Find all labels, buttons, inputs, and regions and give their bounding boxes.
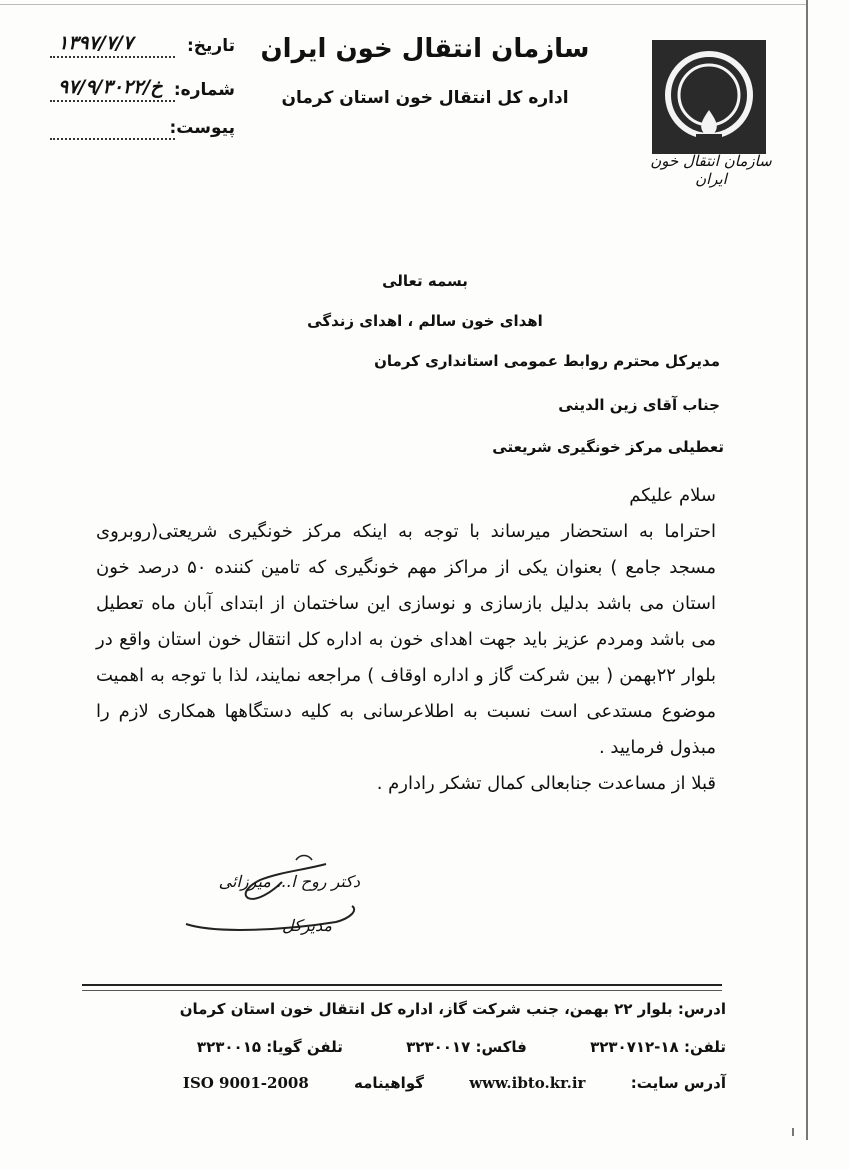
letter-body: [96, 478, 716, 802]
date-label: تاریخ:: [187, 36, 235, 56]
bismillah: بسمه تعالی: [382, 272, 468, 290]
recipient: مدیرکل محترم روابط عمومی استانداری کرمان: [374, 352, 720, 370]
footer-voice-phone: تلفن گویا: ۳۲۳۰۰۱۵: [196, 1038, 343, 1056]
footer-address: ادرس: بلوار ۲۲ بهمن، جنب شرکت گاز، اداره کل انتقال خون استان کرمان: [179, 1000, 726, 1018]
footer-divider-thin: [82, 990, 722, 992]
footer-certificate-label: گواهینامه: [354, 1074, 424, 1092]
scan-edge-top: [0, 4, 806, 5]
attachment-label: پیوست:: [169, 118, 235, 138]
footer-contacts: [139, 1038, 726, 1056]
number-label: شماره:: [173, 80, 235, 100]
date-field: [50, 32, 235, 62]
motto: اهدای خون سالم ، اهدای زندگی: [307, 312, 543, 330]
ibto-logo: [652, 40, 766, 154]
footer-certificate: ISO 9001-2008: [182, 1074, 309, 1092]
subject-line: تعطیلی مرکز خونگیری شریعتی: [492, 438, 724, 456]
attachment-dotted-line: [50, 138, 175, 140]
signatory-name: دکتر روح ا... میرزائی: [218, 872, 360, 891]
organization-subtitle: اداره کل انتقال خون استان کرمان: [281, 88, 569, 108]
honorific: جناب آقای زین الدینی: [558, 396, 720, 414]
footer-website-link[interactable]: www.ibto.kr.ir: [469, 1074, 586, 1092]
closing-line: قبلا از مساعدت جنابعالی کمال تشکر رادارم .: [376, 773, 716, 794]
number-value: خ/۹۷/۹/۳۰۲۲: [58, 76, 163, 98]
body-paragraph: احتراما به استحضار میرساند با توجه به اینکه مرکز خونگیری شریعتی(روبروی مسجد جامع ) بعنوان یکی از مراکز مهم خونگیری که تامین کننده ۵۰ درصد خون استان می باشد بدلیل بازسازی و نوسازی این ساختمان از ابتدای آبان ماه تعطیل می باشد ومردم عزیز باید جهت اهدای خون به اداره کل انتقال خون استان واقع در بلوار ۲۲بهمن ( بین شرکت گاز و اداره اوقاف ) مراجعه نمایند، لذا با توجه به اهمیت موضوع مستدعی است نسبت به اطلاعرسانی به کلیه دستگاهها همکاری لازم را مبذول فرمایید .: [96, 521, 716, 758]
scan-corner-mark: [792, 1128, 802, 1136]
footer-phone: تلفن: ۱۸-۳۲۳۰۷۱۲: [590, 1038, 726, 1056]
footer-fax: فاکس: ۳۲۳۰۰۱۷: [406, 1038, 527, 1056]
logo-emblem-icon: [652, 40, 766, 154]
footer-website-label: آدرس سایت:: [630, 1074, 726, 1092]
number-dotted-line: [50, 100, 175, 102]
footer-divider: [82, 984, 722, 987]
greeting: سلام علیکم: [629, 485, 716, 506]
scan-edge-right: [806, 0, 808, 1140]
number-field: [50, 76, 235, 106]
date-dotted-line: [50, 56, 175, 58]
signatory-title: مدیرکل: [282, 916, 332, 935]
date-value: ۱۳۹۷/۷/۷: [58, 32, 134, 54]
attachment-field: [50, 118, 235, 144]
footer-web-and-cert: [143, 1074, 726, 1092]
logo-caption: سازمان انتقال خون ایران: [650, 152, 772, 188]
organization-title: سازمان انتقال خون ایران: [260, 34, 590, 64]
